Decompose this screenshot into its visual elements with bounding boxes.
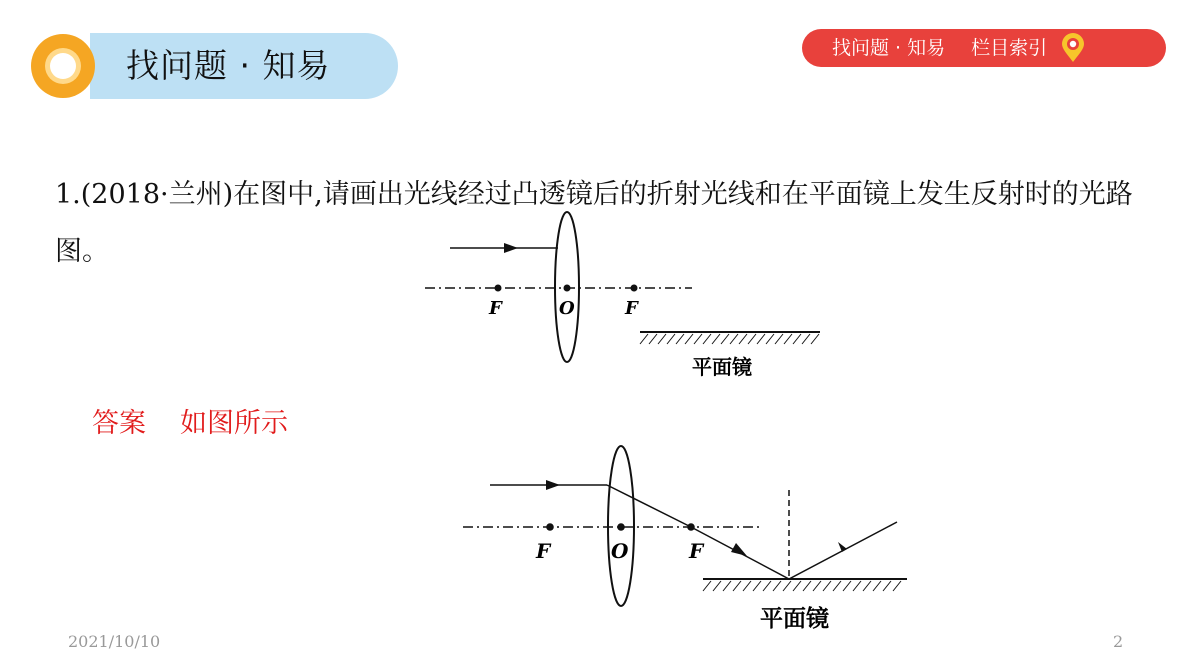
section-title: 找问题 · 知易 <box>126 46 331 85</box>
column-index-nav[interactable] <box>802 29 1166 67</box>
nav-section-link[interactable]: 找问题 · 知易 <box>832 37 946 59</box>
nav-index-link[interactable]: 栏目索引 <box>971 37 1048 59</box>
center-label: O <box>611 539 629 563</box>
answer-line <box>92 401 288 440</box>
question-text: 1.(2018·兰州)在图中,请画出光线经过凸透镜后的折射光线和在平面镜上发生反射时的光路图。 <box>55 179 1133 267</box>
mirror-label: 平面镜 <box>760 605 829 632</box>
focus-label-right: F <box>625 298 638 319</box>
location-pin-icon[interactable] <box>1057 32 1089 64</box>
answer-text: 如图所示 <box>180 408 288 439</box>
footer-date: 2021/10/10 <box>68 632 161 651</box>
section-header <box>30 33 398 99</box>
answer-label: 答案 <box>92 408 146 439</box>
center-label: O <box>559 298 575 319</box>
focus-label-right: F <box>689 539 704 563</box>
page-number: 2 <box>1113 632 1124 651</box>
circle-badge-icon <box>30 33 96 99</box>
mirror-label: 平面镜 <box>692 355 752 379</box>
lens-mirror-diagram-question <box>420 208 840 383</box>
lens-mirror-diagram-answer <box>455 440 925 635</box>
focus-label-left: F <box>536 539 551 563</box>
focus-label-left: F <box>489 298 502 319</box>
